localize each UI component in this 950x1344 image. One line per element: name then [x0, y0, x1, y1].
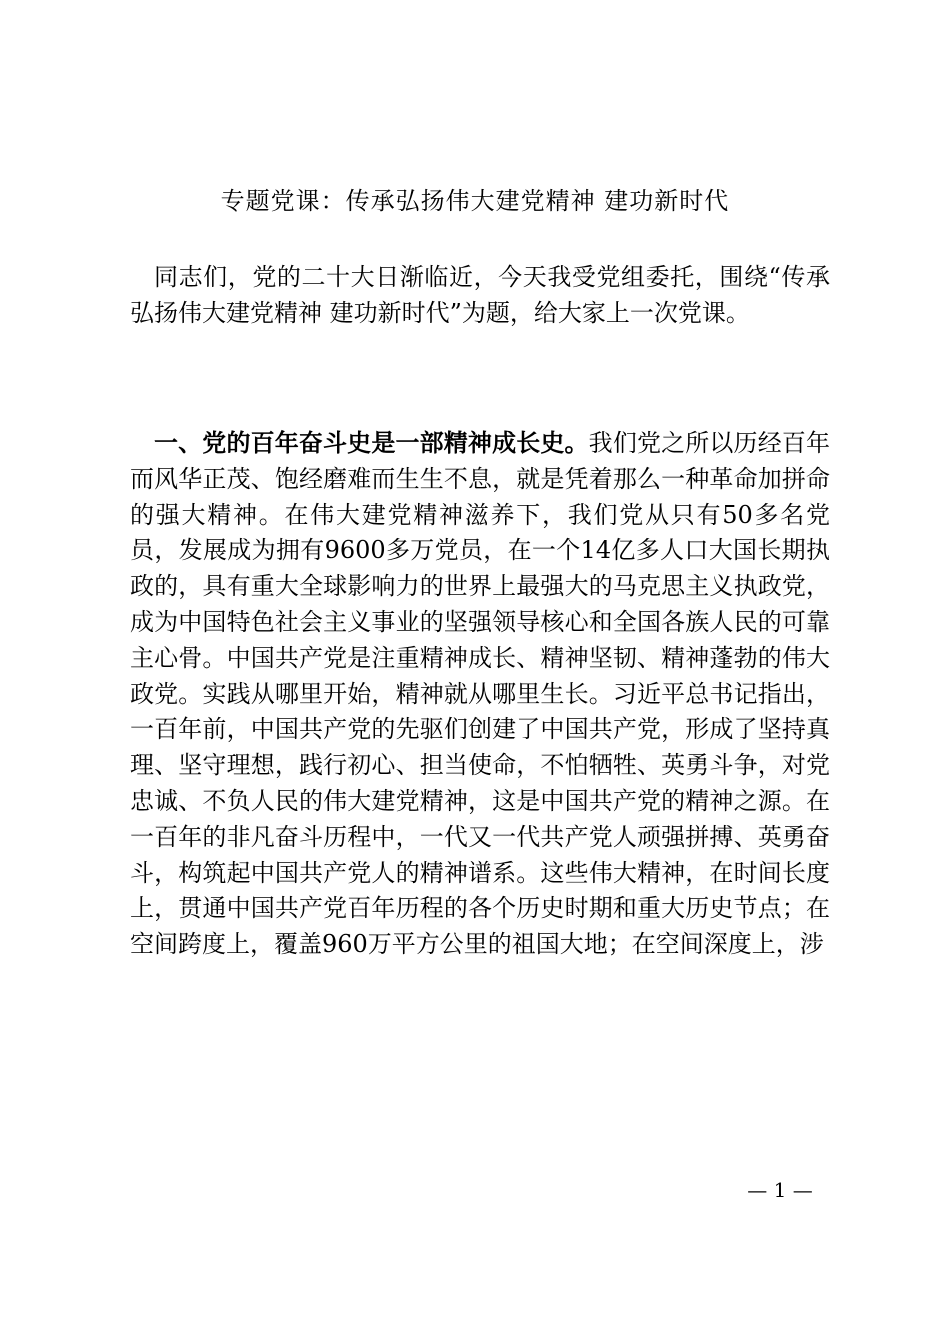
document-title: 专题党课：传承弘扬伟大建党精神 建功新时代 — [220, 187, 730, 215]
page-number: — 1 — — [747, 1178, 813, 1202]
intro-paragraph: 同志们，党的二十大日渐临近，今天我受党组委托，围绕“传承弘扬伟大建党精神 建功新时代”为题，给大家上一次党课。 — [130, 263, 830, 327]
section-1-heading: 一、党的百年奋斗史是一部精神成长史。 — [154, 428, 589, 457]
section-1-paragraph — [130, 425, 830, 1157]
section-1-body: 我们党之所以历经百年而风华正茂、饱经磨难而生生不息，就是凭着那么一种革命加拼命的强大精神。在伟大建党精神滋养下，我们党从只有50多名党员，发展成为拥有9600多万党员，在一个14亿多人口大国长期执政的，具有重大全球影响力的世界上最强大的马克思主义执政党，成为中国特色社会主义事业的坚强领导核心和全国各族人民的可靠主心骨。中国共产党是注重精神成长、精神坚韧、精神蓬勃的伟大政党。实践从哪里开始，精神就从哪里生长。习近平总书记指出，一百年前，中国共产党的先驱们创建了中国共产党，形成了坚持真理、坚守理想，践行初心、担当使命，不怕牺牲、英勇斗争，对党忠诚、不负人民的伟大建党精神，这是中国共产党的精神之源。在一百年的非凡奋斗历程中，一代又一代共产党人顽强拼搏、英勇奋斗，构筑起中国共产党人的精神谱系。这些伟大精神，在时间长度上，贯通中国共产党百年历程的各个历史时期和重大历史节点；在空间跨度上，覆盖960万平方公里的祖国大地；在空间深度上，涉 — [130, 429, 830, 959]
